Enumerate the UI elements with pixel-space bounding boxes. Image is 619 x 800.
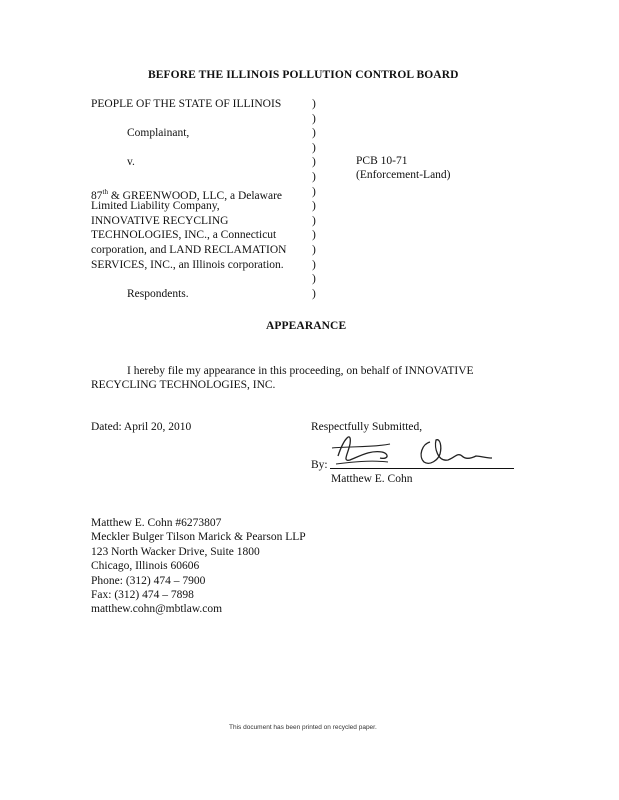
case-caption [91, 97, 311, 301]
paren: ) [312, 141, 316, 154]
caption-parentheses [312, 97, 316, 301]
signature-by-label: By: [311, 459, 328, 471]
caption-complainant: Complainant, [127, 127, 190, 140]
caption-spacer [91, 112, 311, 127]
caption-respondent-line: Limited Liability Company, [91, 200, 220, 213]
caption-spacer [91, 272, 311, 287]
caption-respondent-line: corporation, and LAND RECLAMATION [91, 243, 287, 256]
contact-line: Meckler Bulger Tilson Marick & Pearson LLP [91, 531, 306, 544]
caption-respondent-line: INNOVATIVE RECYCLING [91, 214, 229, 227]
contact-line: 123 North Wacker Drive, Suite 1800 [91, 545, 260, 558]
dated-line: Dated: April 20, 2010 [91, 421, 192, 433]
contact-line: Phone: (312) 474 – 7900 [91, 574, 206, 587]
paren: ) [312, 229, 316, 242]
contact-line: Chicago, Illinois 60606 [91, 560, 200, 573]
handwritten-signature [330, 426, 510, 472]
paren: ) [312, 156, 316, 169]
paren: ) [312, 243, 316, 256]
caption-spacer [91, 141, 311, 156]
respondent-superscript: th [102, 187, 108, 196]
paren: ) [312, 200, 316, 213]
signature-line [330, 468, 514, 469]
caption-respondent-line: SERVICES, INC., an Illinois corporation. [91, 258, 284, 271]
case-type: (Enforcement-Land) [356, 168, 451, 181]
caption-respondent-line: TECHNOLOGIES, INC., a Connecticut [91, 229, 277, 242]
signature-closing: Respectfully Submitted, [311, 421, 423, 433]
contact-line: Matthew E. Cohn #6273807 [91, 517, 222, 529]
paren: ) [312, 287, 316, 300]
paren: ) [312, 258, 316, 271]
contact-email: matthew.cohn@mbtlaw.com [91, 603, 223, 616]
caption-respondents: Respondents. [127, 287, 189, 300]
document-heading: BEFORE THE ILLINOIS POLLUTION CONTROL BOARD [148, 69, 459, 81]
paren: ) [312, 112, 316, 125]
document-title: APPEARANCE [266, 320, 347, 332]
caption-versus: v. [127, 156, 135, 169]
caption-spacer [91, 170, 311, 185]
caption-respondent-line [91, 185, 311, 200]
paren: ) [312, 273, 316, 286]
contact-block [91, 516, 306, 617]
paren: ) [312, 98, 316, 110]
paren: ) [312, 185, 316, 198]
paren: ) [312, 127, 316, 140]
respondent-rest: & GREENWOOD, LLC, a Delaware [107, 189, 282, 202]
recycled-paper-footer: This document has been printed on recycled paper. [229, 724, 377, 731]
respondent-number: 87 [91, 189, 103, 202]
body-line-2: RECYCLING TECHNOLOGIES, INC. [91, 379, 276, 391]
caption-people: PEOPLE OF THE STATE OF ILLINOIS [91, 98, 282, 110]
paren: ) [312, 170, 316, 183]
contact-line: Fax: (312) 474 – 7898 [91, 589, 194, 602]
case-info [356, 155, 451, 183]
case-number: PCB 10-71 [356, 155, 408, 167]
signature-name: Matthew E. Cohn [331, 473, 413, 485]
paren: ) [312, 214, 316, 227]
body-line-1: I hereby file my appearance in this proceeding, on behalf of INNOVATIVE [127, 365, 474, 377]
